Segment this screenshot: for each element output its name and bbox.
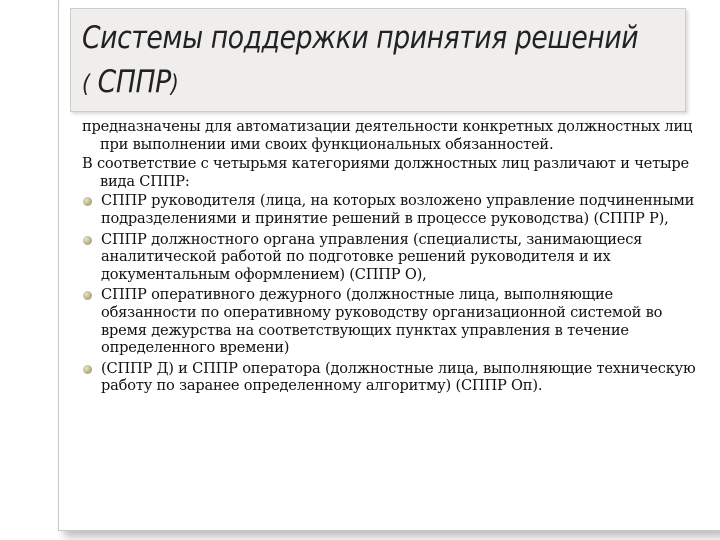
round-bullet-icon [83, 197, 92, 206]
list-item-text: СППР должностного органа управления (специалисты, занимающиеся аналитической работой по подготовке решений руководителя и их документальным оформлением) (СППР О), [101, 230, 643, 283]
round-bullet-icon [83, 236, 92, 245]
round-bullet-icon [83, 291, 92, 300]
round-bullet-icon [83, 365, 92, 374]
list-item [82, 192, 697, 227]
list-item [82, 231, 697, 284]
lead-paragraph: В соответствие с четырьмя категориями должностных лиц различают и четыре вида СППР: [82, 155, 689, 190]
list-item [82, 360, 697, 395]
title-line-2 [82, 60, 598, 106]
title-abbrev: СППР [97, 64, 171, 100]
list-item-text: СППР оперативного дежурного (должностные лица, выполняющие обязанности по оперативному руководству организационной системой во время дежурства на соответствующих пунктах управления в течение определенного времени) [101, 286, 663, 357]
list-item-text: (СППР Д) и СППР оператора (должностные лица, выполняющие техническую работу по заранее определенному алгоритму) (СППР Оп). [101, 359, 696, 395]
title-line-1: Системы поддержки принятия решений [82, 20, 639, 56]
title-close-paren: ) [170, 70, 179, 98]
slide-title [82, 16, 639, 106]
intro-paragraph: предназначены для автоматизации деятельности конкретных должностных лиц при выполнении ими своих функциональных обязанностей. [82, 118, 693, 153]
list-item-text: СППР руководителя (лица, на которых возложено управление подчиненными подразделениями и принятие решений в процессе руководства) (СППР Р), [101, 192, 695, 227]
slide-body [82, 118, 697, 398]
list-item [82, 286, 697, 356]
title-open-paren: ( [82, 70, 90, 98]
